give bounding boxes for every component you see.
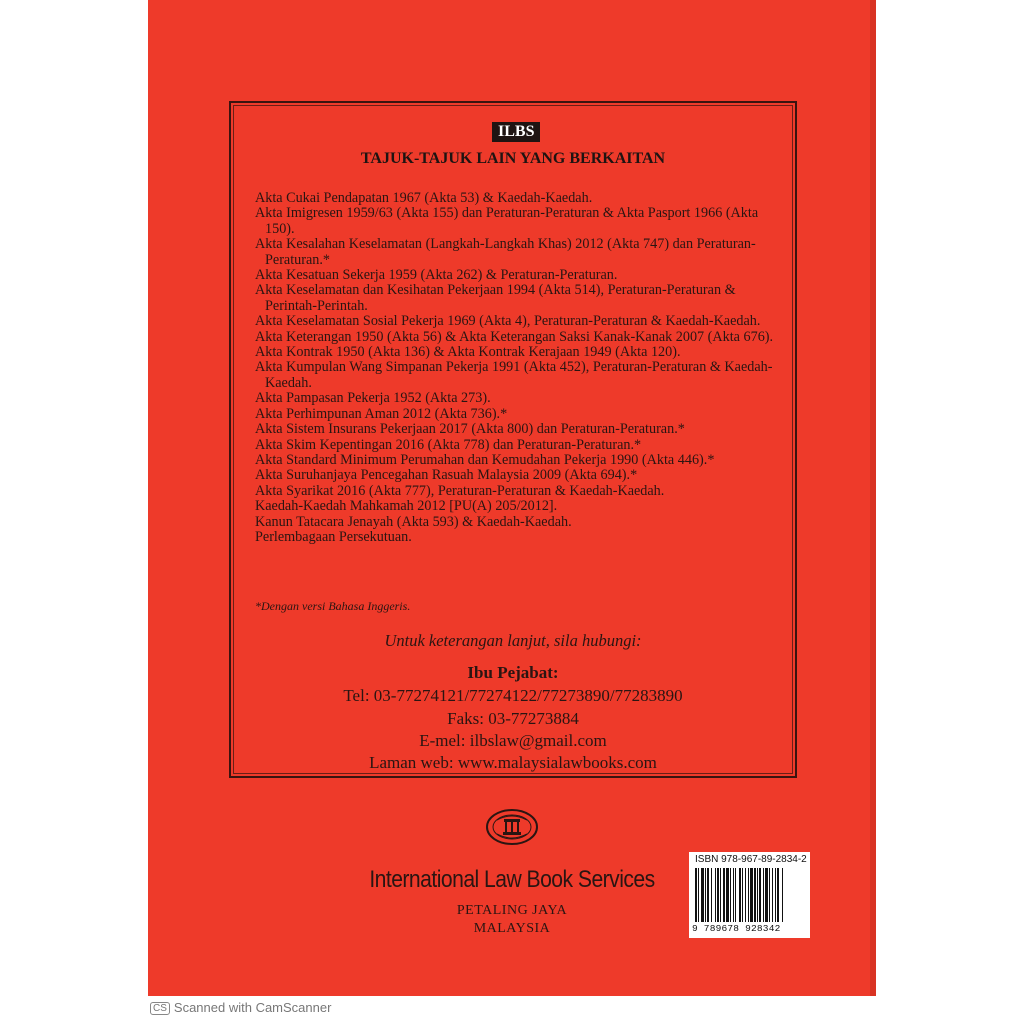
list-item: Akta Kesalahan Keselamatan (Langkah-Langkah Khas) 2012 (Akta 747) dan Peraturan-Peraturan.* [255, 236, 756, 268]
ilbs-badge: ILBS [492, 122, 540, 142]
list-item: Akta Keterangan 1950 (Akta 56) & Akta Keterangan Saksi Kanak-Kanak 2007 (Akta 676). [255, 328, 774, 345]
list-item: Akta Skim Kepentingan 2016 (Akta 778) dan Peraturan-Peraturan.* [255, 436, 642, 453]
list-item: Akta Syarikat 2016 (Akta 777), Peraturan-Peraturan & Kaedah-Kaedah. [255, 482, 665, 499]
head-office-label: Ibu Pejabat: [467, 663, 559, 682]
email-address: E-mel: ilbslaw@gmail.com [419, 731, 607, 750]
website-address: Laman web: www.malaysialawbooks.com [369, 753, 657, 772]
cover-edge [870, 0, 876, 996]
publisher-city: PETALING JAYA [456, 903, 568, 918]
list-item: Kanun Tatacara Jenayah (Akta 593) & Kaedah-Kaedah. [255, 513, 572, 530]
list-item: Akta Kesatuan Sekerja 1959 (Akta 262) & Peraturan-Peraturan. [255, 267, 618, 284]
list-item: Akta Pampasan Pekerja 1952 (Akta 273). [255, 390, 491, 407]
list-item: Akta Cukai Pendapatan 1967 (Akta 53) & Kaedah-Kaedah. [255, 190, 593, 206]
related-titles-list [255, 191, 775, 545]
publisher-name: International Law Book Services [369, 866, 655, 893]
related-titles-frame [229, 101, 797, 778]
list-item: Akta Perhimpunan Aman 2012 (Akta 736).* [255, 405, 508, 422]
camscanner-logo-icon: CS [150, 1002, 170, 1015]
publisher-country: MALAYSIA [473, 921, 551, 936]
isbn-barcode-label [689, 852, 810, 938]
related-titles-heading: TAJUK-TAJUK LAIN YANG BERKAITAN [360, 150, 666, 167]
list-item: Akta Keselamatan dan Kesihatan Pekerjaan 1994 (Akta 514), Peraturan-Peraturan & Perintah-Perintah. [255, 282, 736, 314]
english-version-note: *Dengan versi Bahasa Inggeris. [255, 599, 411, 613]
barcode-icon [695, 868, 805, 924]
list-item: Akta Kontrak 1950 (Akta 136) & Akta Kontrak Kerajaan 1949 (Akta 120). [255, 344, 681, 361]
watermark-text: Scanned with CamScanner [173, 1000, 332, 1015]
list-item: Akta Kumpulan Wang Simpanan Pekerja 1991 (Akta 452), Peraturan-Peraturan & Kaedah-Kaedah. [255, 359, 773, 391]
contact-intro: Untuk keterangan lanjut, sila hubungi: [384, 631, 642, 650]
list-item: Perlembagaan Persekutuan. [255, 528, 412, 545]
list-item: Akta Imigresen 1959/63 (Akta 155) dan Peraturan-Peraturan & Akta Pasport 1966 (Akta 150). [255, 205, 759, 237]
book-back-cover [148, 0, 876, 996]
isbn-number: ISBN 978-967-89-2834-2 [695, 854, 807, 865]
list-item: Akta Standard Minimum Perumahan dan Kemudahan Pekerja 1990 (Akta 446).* [255, 451, 715, 468]
list-item: Akta Sistem Insurans Pekerjaan 2017 (Akta 800) dan Peraturan-Peraturan.* [255, 421, 685, 438]
scanner-watermark [150, 1000, 331, 1015]
list-item: Kaedah-Kaedah Mahkamah 2012 [PU(A) 205/2012]. [255, 498, 558, 515]
list-item: Akta Suruhanjaya Pencegahan Rasuah Malaysia 2009 (Akta 694).* [255, 467, 638, 484]
fax-number: Faks: 03-77273884 [447, 709, 579, 728]
publisher-logo-icon [485, 808, 539, 846]
isbn-digits: 9 789678 928342 [692, 923, 781, 934]
telephone-numbers: Tel: 03-77274121/77274122/77273890/77283890 [343, 686, 683, 705]
list-item: Akta Keselamatan Sosial Pekerja 1969 (Akta 4), Peraturan-Peraturan & Kaedah-Kaedah. [255, 313, 761, 330]
